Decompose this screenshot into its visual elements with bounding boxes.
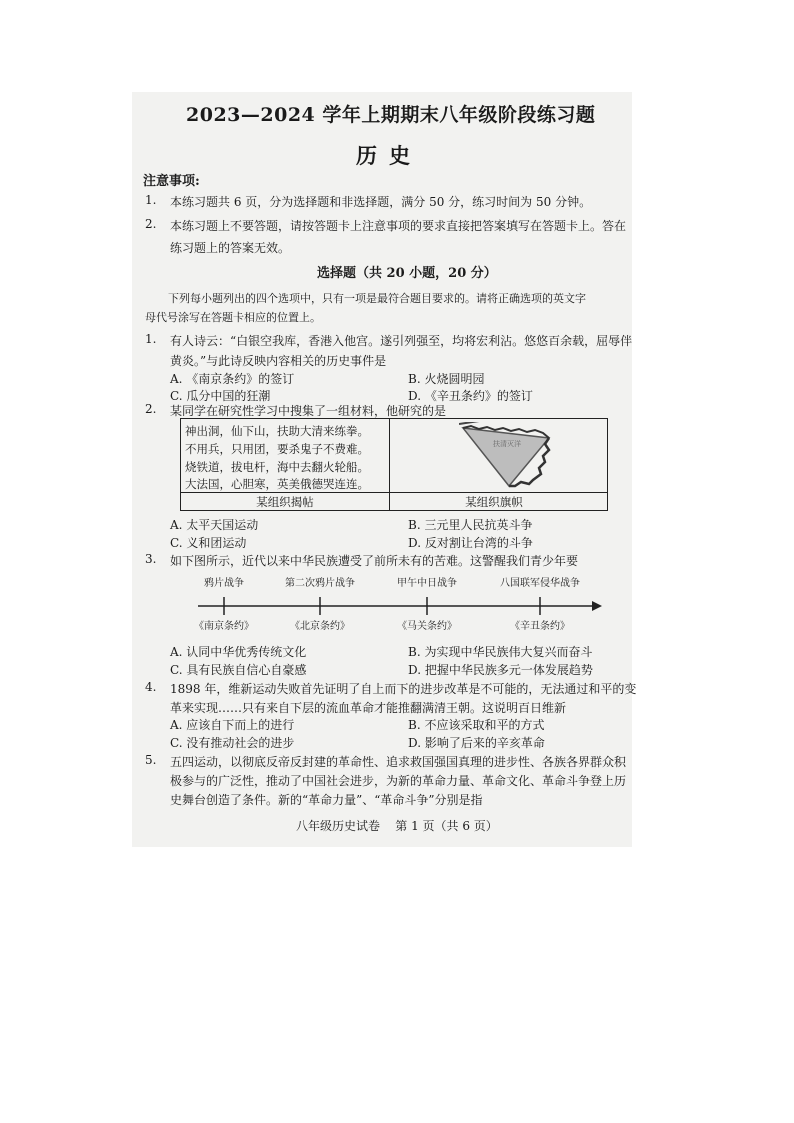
note-number: 1. [145, 193, 157, 207]
option-b: B. 为实现中华民族伟大复兴而奋斗 [408, 645, 593, 659]
note-line: 本练习题上不要答题，请按答题卡上注意事项的要求直接把答案填写在答题卡上。答在 [170, 219, 627, 233]
history-timeline [190, 572, 610, 634]
notes-heading: 注意事项: [143, 174, 200, 189]
table-caption-right: 某组织旗帜 [465, 495, 523, 509]
option-c: C. 义和团运动 [170, 536, 247, 550]
question-stem: 史舞台创造了条件。新的“革命力量”、“革命斗争”分别是指 [170, 793, 483, 807]
timeline-treaty: 《辛丑条约》 [510, 621, 570, 632]
question-number: 4. [145, 680, 157, 694]
question-stem: 如下图所示，近代以来中华民族遭受了前所未有的苦难。这警醒我们青少年要 [170, 554, 579, 568]
question-number: 3. [145, 552, 157, 566]
poem-line: 大法国，心胆寒，英美俄德哭连连。 [185, 477, 369, 491]
poem-line: 烧铁道，拔电杆，海中去翻火轮船。 [185, 460, 369, 474]
timeline-event: 第二次鸦片战争 [285, 578, 355, 589]
option-b: B. 三元里人民抗英斗争 [408, 518, 533, 532]
subject-title: 历史 [356, 143, 422, 168]
instruction-line: 母代号涂写在答题卡相应的位置上。 [145, 311, 321, 324]
timeline-treaty: 《马关条约》 [397, 621, 457, 632]
timeline-event: 鸦片战争 [204, 578, 244, 589]
question-stem: 黄炎。”与此诗反映内容相关的历史事件是 [170, 354, 387, 368]
timeline-treaty: 《南京条约》 [194, 621, 254, 632]
timeline-event: 八国联军侵华战争 [500, 578, 580, 589]
timeline-treaty: 《北京条约》 [290, 621, 350, 632]
flag-image [459, 422, 551, 488]
timeline-arrow-icon [592, 601, 602, 611]
note-number: 2. [145, 217, 157, 231]
option-b: B. 火烧圆明园 [408, 372, 485, 386]
option-d: D. 反对割让台湾的斗争 [408, 536, 533, 550]
question-number: 5. [145, 753, 157, 767]
flag-text: 扶清灭洋 [493, 440, 521, 448]
option-d: D. 《辛丑条约》的签订 [408, 389, 533, 403]
timeline-event: 甲午中日战争 [397, 578, 457, 589]
material-table [180, 418, 608, 511]
exam-title: 2023—2024 学年上期期末八年级阶段练习题 [186, 104, 596, 126]
option-b: B. 不应该采取和平的方式 [408, 718, 545, 732]
question-stem: 五四运动，以彻底反帝反封建的革命性、追求救国强国真理的进步性、各族各界群众积 [170, 755, 627, 769]
option-c: C. 没有推动社会的进步 [170, 736, 295, 750]
instruction-line: 下列每小题列出的四个选项中，只有一项是最符合题目要求的。请将正确选项的英文字 [168, 292, 586, 305]
question-stem: 1898 年，维新运动失败首先证明了自上而下的进步改革是不可能的，无法通过和平的变 [170, 682, 637, 696]
note-line: 本练习题共 6 页，分为选择题和非选择题，满分 50 分，练习时间为 50 分钟。 [170, 195, 592, 209]
option-a: A. 应该自下而上的进行 [170, 718, 295, 732]
option-d: D. 影响了后来的辛亥革命 [408, 736, 545, 750]
question-stem: 极参与的广泛性，推动了中国社会进步，为新的革命力量、革命文化、革命斗争登上历 [170, 774, 627, 788]
option-a: A. 太平天国运动 [170, 518, 259, 532]
option-a: A. 认同中华优秀传统文化 [170, 645, 307, 659]
question-stem: 革来实现……只有来自下层的流血革命才能推翻满清王朝。这说明百日维新 [170, 701, 567, 715]
question-stem: 某同学在研究性学习中搜集了一组材料，他研究的是 [170, 404, 447, 418]
page-footer: 八年级历史试卷 第 1 页（共 6 页） [296, 819, 498, 833]
note-line: 练习题上的答案无效。 [170, 241, 291, 255]
section-heading: 选择题（共 20 小题，20 分） [317, 266, 497, 281]
poem-line: 神出洞，仙下山，扶助大清来练拳。 [185, 424, 369, 438]
question-number: 1. [145, 332, 157, 346]
table-caption-left: 某组织揭帖 [256, 495, 314, 509]
question-number: 2. [145, 402, 157, 416]
option-c: C. 具有民族自信心自豪感 [170, 663, 307, 677]
question-stem: 有人诗云：“白银空我库，香港入他宫。遂引列强至，均将宏利沾。悠悠百余载，屈辱伴 [170, 334, 633, 348]
option-c: C. 瓜分中国的狂潮 [170, 389, 271, 403]
poem-line: 不用兵，只用团，要杀鬼子不费难。 [185, 442, 369, 456]
option-a: A. 《南京条约》的签订 [170, 372, 295, 386]
option-d: D. 把握中华民族多元一体发展趋势 [408, 663, 593, 677]
